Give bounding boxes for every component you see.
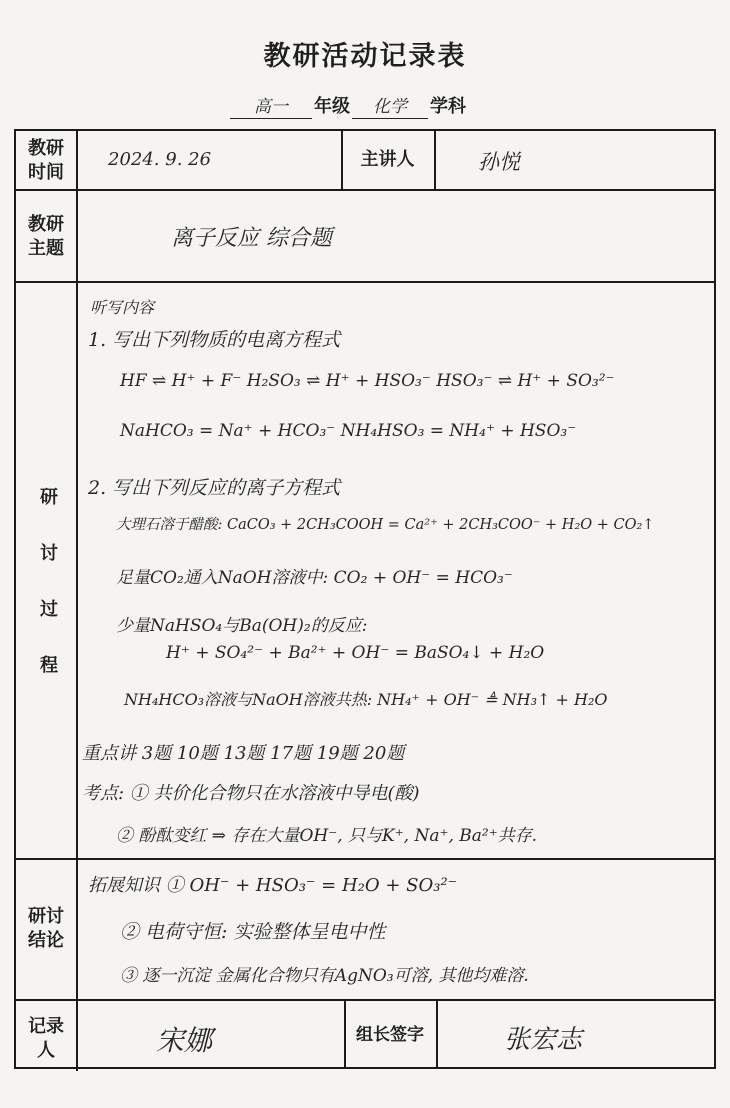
process-line: 重点讲 3题 10题 13题 17题 19题 20题 (82, 743, 405, 764)
process-line: 1. 写出下列物质的电离方程式 (88, 329, 341, 351)
time-label-line2: 时间 (28, 162, 64, 183)
time-value: 2024. 9. 26 (108, 149, 212, 170)
grade-label: 年级 (314, 96, 350, 117)
time-label-line1: 教研 (28, 138, 64, 159)
column-divider (434, 131, 436, 189)
row-divider (16, 999, 714, 1001)
time-label (16, 137, 76, 185)
row-divider (16, 281, 714, 283)
recorder-label-line1: 记录 (28, 1016, 64, 1037)
topic-value: 离子反应 综合题 (171, 226, 332, 251)
process-line: H⁺ + SO₄²⁻ + Ba²⁺ + OH⁻ = BaSO₄↓ + H₂O (166, 643, 545, 663)
speaker-value: 孙悦 (478, 150, 520, 174)
process-line: 2. 写出下列反应的离子方程式 (88, 477, 341, 499)
speaker-label: 主讲人 (360, 149, 415, 170)
process-label-char: 研 (40, 487, 58, 508)
subject-value: 化学 (352, 96, 428, 119)
process-line: NH₄HCO₃溶液与NaOH溶液共热: NH₄⁺ + OH⁻ ≜ NH₃↑ + H₂O (124, 690, 608, 709)
process-label-char: 讨 (40, 543, 58, 564)
conclusion-line: ② 电荷守恒: 实验整体呈电中性 (120, 921, 386, 943)
grade-subject-line (230, 92, 468, 118)
leader-signature: 张宏志 (504, 1025, 583, 1055)
process-line: HF ⇌ H⁺ + F⁻ H₂SO₃ ⇌ H⁺ + HSO₃⁻ HSO₃⁻ ⇌ H⁺ + SO₃²⁻ (120, 371, 615, 391)
recorder-label-line2: 人 (37, 1040, 55, 1061)
column-divider (436, 999, 438, 1069)
topic-label-line2: 主题 (28, 238, 64, 259)
process-line: 考点: ① 共价化合物只在水溶液中导电(酸) (82, 783, 420, 804)
process-line: 少量NaHSO₄与Ba(OH)₂的反应: (116, 616, 368, 636)
conclusion-line: 拓展知识 ① OH⁻ + HSO₃⁻ = H₂O + SO₃²⁻ (88, 875, 458, 896)
conclusion-label (16, 905, 76, 953)
process-line: NaHCO₃ = Na⁺ + HCO₃⁻ NH₄HSO₃ = NH₄⁺ + HSO₃⁻ (120, 421, 577, 441)
column-divider (76, 131, 78, 1071)
form-title: 教研活动记录表 (263, 41, 467, 72)
recorder-label (16, 1015, 76, 1063)
process-line: 足量CO₂通入NaOH溶液中: CO₂ + OH⁻ = HCO₃⁻ (116, 568, 513, 588)
process-label-char: 程 (40, 655, 58, 676)
conclusion-label-line1: 研讨 (28, 906, 64, 927)
topic-label (16, 213, 76, 261)
process-line: 大理石溶于醋酸: CaCO₃ + 2CH₃COOH = Ca²⁺ + 2CH₃COO⁻ + H₂O + CO₂↑ (116, 517, 655, 533)
process-line: ② 酚酞变红 ⇒ 存在大量OH⁻, 只与K⁺, Na⁺, Ba²⁺共存. (116, 826, 538, 846)
conclusion-line: ③ 逐一沉淀 金属化合物只有AgNO₃可溶, 其他均难溶. (120, 966, 529, 986)
topic-label-line1: 教研 (28, 214, 64, 235)
grade-value: 高一 (230, 96, 312, 119)
process-line: 听写内容 (90, 298, 155, 317)
process-label-char: 过 (40, 599, 58, 620)
leader-sign-label: 组长签字 (356, 1025, 424, 1045)
row-divider (16, 189, 714, 191)
subject-label: 学科 (430, 96, 466, 117)
recorder-signature: 宋娜 (156, 1024, 213, 1057)
row-divider (16, 858, 714, 860)
conclusion-label-line2: 结论 (28, 930, 64, 951)
record-table (14, 129, 716, 1069)
